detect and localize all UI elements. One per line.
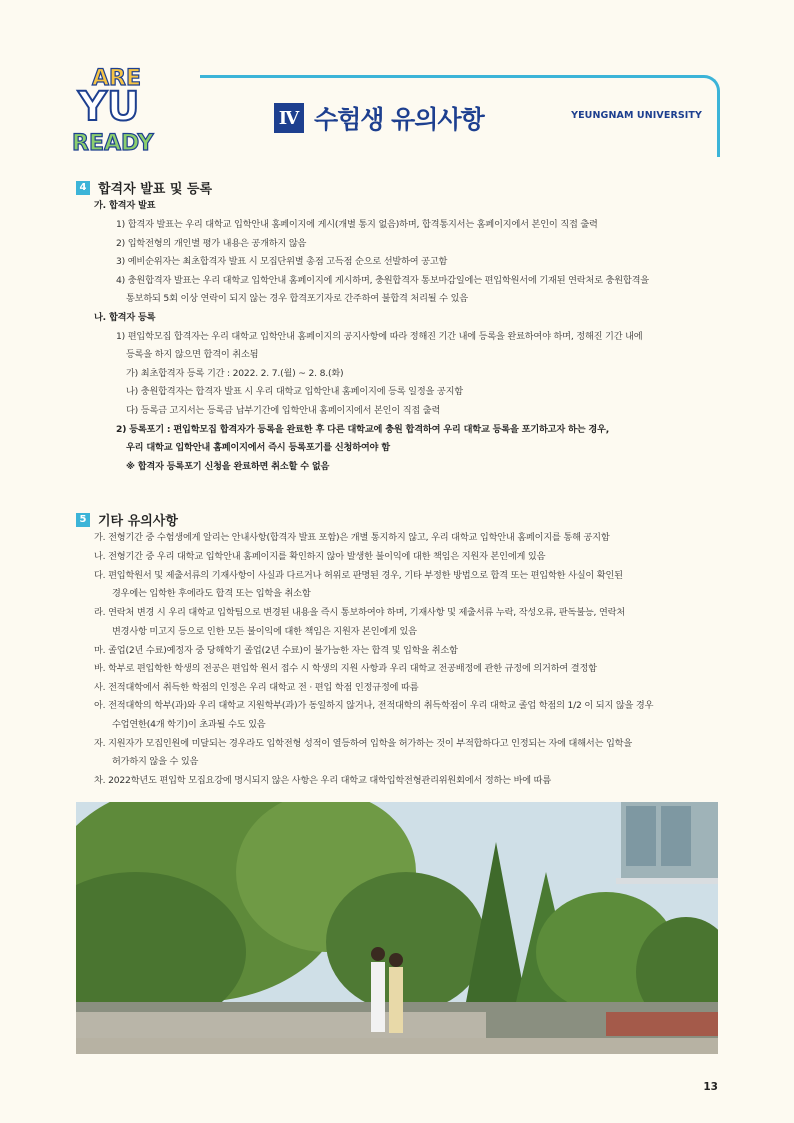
page-number: 13 bbox=[703, 1081, 718, 1093]
list-item: 나) 충원합격자는 합격자 발표 시 우리 대학교 입학안내 홈페이지에 등록 일정을 공지함 bbox=[126, 386, 463, 397]
svg-text:ARE: ARE bbox=[92, 66, 141, 91]
list-item-continued: 수업연한(4개 학기)이 초과될 수도 있음 bbox=[112, 719, 266, 730]
section-4-heading bbox=[76, 178, 212, 197]
section-4-number: 4 bbox=[76, 181, 90, 195]
note: ※ 합격자 등록포기 신청을 완료하면 취소할 수 없음 bbox=[126, 461, 330, 472]
list-item: 차. 2022학년도 편입학 모집요강에 명시되지 않은 사항은 우리 대학교 대학입학전형관리위원회에서 정하는 바에 따름 bbox=[94, 775, 552, 786]
list-item: 나. 전형기간 중 우리 대학교 입학안내 홈페이지를 확인하지 않아 발생한 불이익에 대한 책임은 지원자 본인에게 있음 bbox=[94, 551, 546, 562]
svg-text:YU: YU bbox=[78, 84, 140, 130]
list-item: 아. 전적대학의 학부(과)와 우리 대학교 지원학부(과)가 동일하지 않거나, 전적대학의 취득학점이 우리 대학교 졸업 학점의 1/2 이 되지 않을 경우 bbox=[94, 700, 654, 711]
section-5-title: 기타 유의사항 bbox=[98, 514, 178, 529]
campus-scene-illustration bbox=[76, 802, 718, 1054]
list-item-continued: 경우에는 입학한 후에라도 합격 또는 입학을 취소함 bbox=[112, 588, 311, 599]
subheading: 나. 합격자 등록 bbox=[94, 312, 156, 323]
chapter-numeral: Ⅳ bbox=[274, 103, 304, 133]
are-yu-ready-logo bbox=[70, 58, 170, 158]
list-item-continued: 등록을 하지 않으면 합격이 취소됨 bbox=[126, 349, 259, 360]
list-item: 2) 입학전형의 개인별 평가 내용은 공개하지 않음 bbox=[116, 238, 307, 249]
subheading: 가. 합격자 발표 bbox=[94, 200, 156, 211]
list-item: 가) 최초합격자 등록 기간 : 2022. 2. 7.(월) ~ 2. 8.(화) bbox=[126, 368, 344, 379]
section-5-heading bbox=[76, 510, 178, 529]
section-4-title: 합격자 발표 및 등록 bbox=[98, 182, 213, 197]
list-item: 다. 편입학원서 및 제출서류의 기재사항이 사실과 다르거나 허위로 판명된 경우, 기타 부정한 방법으로 합격 또는 편입학한 사실이 확인된 bbox=[94, 570, 623, 581]
list-item: 3) 예비순위자는 최초합격자 발표 시 모집단위별 총점 고득점 순으로 선발하여 공고함 bbox=[116, 256, 448, 267]
page-title bbox=[274, 100, 484, 136]
list-item: 라. 연락처 변경 시 우리 대학교 입학팀으로 변경된 내용을 즉시 통보하여야 하며, 기재사항 및 제출서류 누락, 작성오류, 판독불능, 연락처 bbox=[94, 607, 626, 618]
university-name: YEUNGNAM UNIVERSITY bbox=[571, 110, 702, 121]
list-item: 자. 지원자가 모집인원에 미달되는 경우라도 입학전형 성적이 열등하여 입학을 허가하는 것이 부적합하다고 인정되는 자에 대해서는 입학을 bbox=[94, 738, 633, 749]
list-item: 1) 편입학모집 합격자는 우리 대학교 입학안내 홈페이지의 공지사항에 따라 정해진 기간 내에 등록을 완료하여야 하며, 정해진 기간 내에 bbox=[116, 331, 643, 342]
list-item: 바. 학부로 편입학한 학생의 전공은 편입학 원서 접수 시 학생의 지원 사항과 우리 대학교 전공배정에 관한 규정에 의거하여 결정함 bbox=[94, 663, 597, 674]
list-item-continued: 허가하지 않을 수 있음 bbox=[112, 756, 199, 767]
list-item: 다) 등록금 고지서는 등록금 납부기간에 입학안내 홈페이지에서 본인이 직접 출력 bbox=[126, 405, 441, 416]
list-item: 마. 졸업(2년 수료)예정자 중 당해학기 졸업(2년 수료)이 불가능한 자는 합격 및 입학을 취소함 bbox=[94, 645, 458, 656]
list-item: 사. 전적대학에서 취득한 학점의 인정은 우리 대학교 전 · 편입 학점 인정규정에 따름 bbox=[94, 682, 419, 693]
list-item: 2) 등록포기 : 편입학모집 합격자가 등록을 완료한 후 다른 대학교에 충원 합격하여 우리 대학교 등록을 포기하고자 하는 경우, bbox=[116, 424, 610, 435]
list-item-continued: 변경사항 미고지 등으로 인한 모든 불이익에 대한 책임은 지원자 본인에게 있음 bbox=[112, 626, 417, 637]
campus-photo bbox=[76, 802, 718, 1054]
list-item-continued: 통보하되 5회 이상 연락이 되지 않는 경우 합격포기자로 간주하여 불합격 처리될 수 있음 bbox=[126, 293, 468, 304]
chapter-title: 수험생 유의사항 bbox=[314, 105, 484, 134]
svg-text:READY: READY bbox=[72, 131, 154, 156]
section-5-number: 5 bbox=[76, 513, 90, 527]
list-item: 가. 전형기간 중 수험생에게 알리는 안내사항(합격자 발표 포함)은 개별 통지하지 않고, 우리 대학교 입학안내 홈페이지를 통해 공지함 bbox=[94, 532, 610, 543]
list-item: 4) 충원합격자 발표는 우리 대학교 입학안내 홈페이지에 게시하며, 충원합격자 통보마감일에는 편입학원서에 기재된 연락처로 충원합격을 bbox=[116, 275, 649, 286]
list-item: 1) 합격자 발표는 우리 대학교 입학안내 홈페이지에 게시(개별 통지 없음)하며, 합격통지서는 홈페이지에서 본인이 직접 출력 bbox=[116, 219, 598, 230]
list-item-continued: 우리 대학교 입학안내 홈페이지에서 즉시 등록포기를 신청하여야 함 bbox=[126, 442, 390, 453]
